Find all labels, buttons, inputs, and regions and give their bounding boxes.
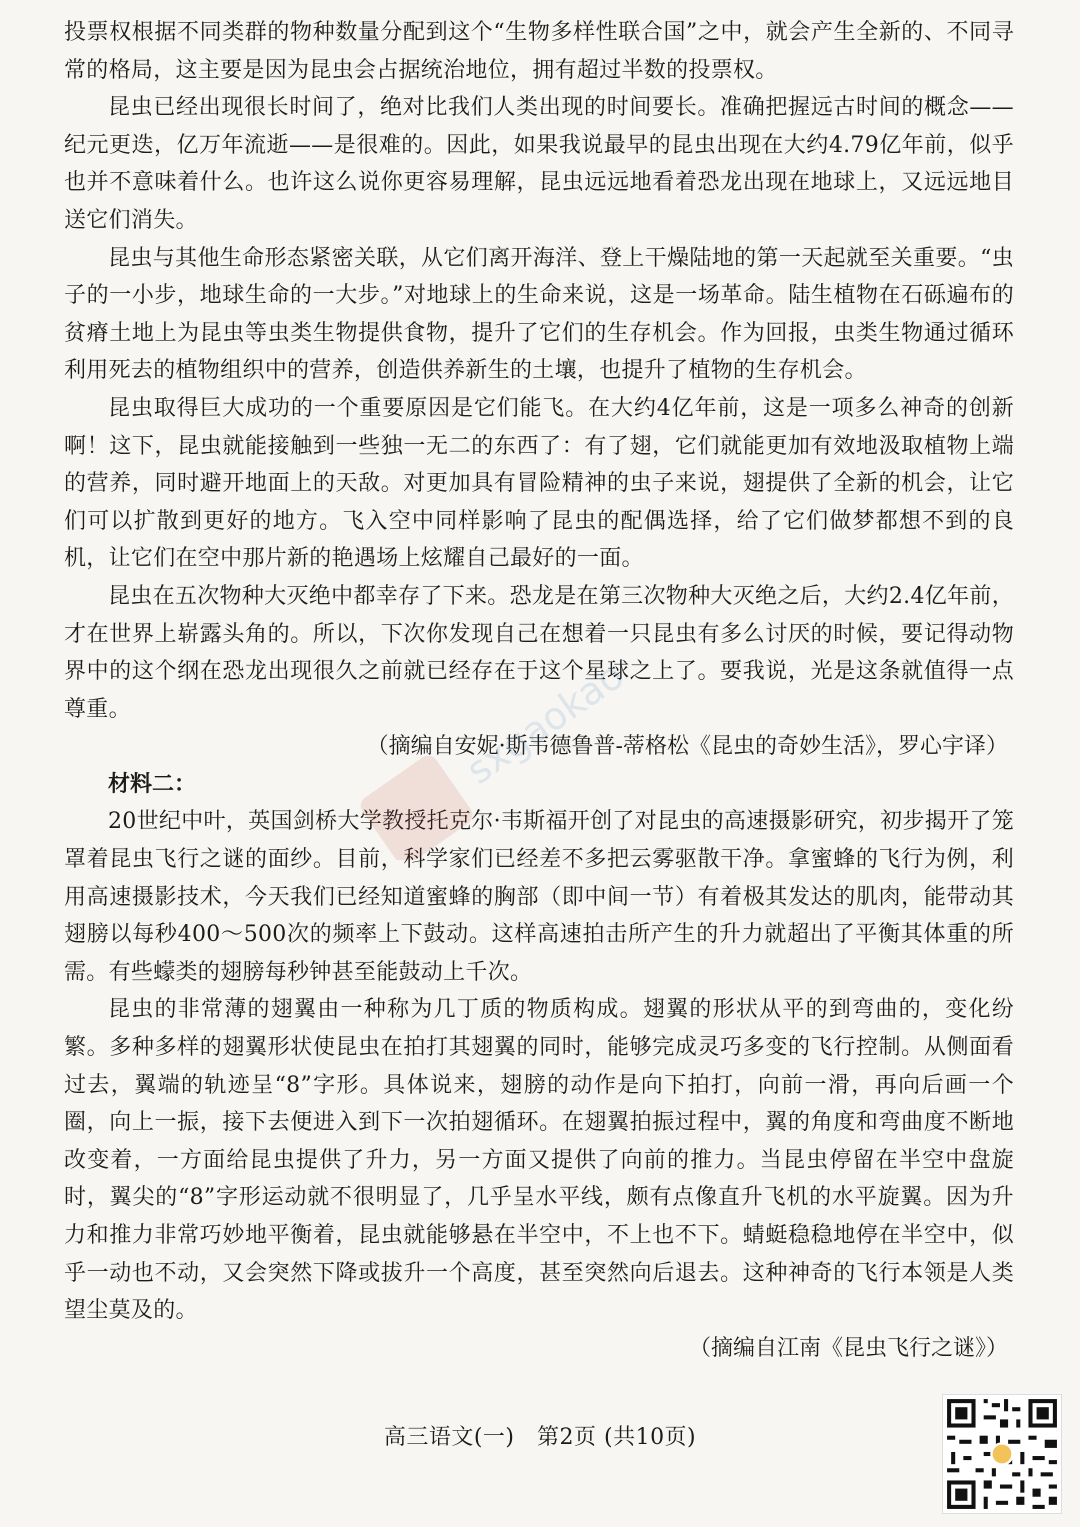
source-citation-1: （摘编自安妮·斯韦德鲁普-蒂格松《昆虫的奇妙生活》，罗心宇译） xyxy=(366,734,1008,760)
paragraph-2: 昆虫已经出现很长时间了，绝对比我们人类出现的时间要长。准确把握远古时间的概念——纪元更迭，亿万年流逝——是很难的。因此，如果我说最早的昆虫出现在大约4.79亿年前，似乎也并不意味着什么。也许这么说你更容易理解，昆虫远远地看着恐龙出现在地球上，又远远地目送它们消失。 xyxy=(64,95,1014,233)
page-footer: 高三语文(一) 第2页 (共10页) xyxy=(383,1425,697,1450)
paragraph-4: 昆虫取得巨大成功的一个重要原因是它们能飞。在大约4亿年前，这是一项多么神奇的创新啊！这下，昆虫就能接触到一些独一无二的东西了：有了翅，它们就能更加有效地汲取植物上端的营养，同时避开地面上的天敌。对更加具有冒险精神的虫子来说，翅提供了全新的机会，让它们可以扩散到更好的地方。飞入空中同样影响了昆虫的配偶选择，给了它们做梦都想不到的良机，让它们在空中那片新的艳遇场上炫耀自己最好的一面。 xyxy=(64,395,1014,572)
svg-text:sxgaokao: sxgaokao xyxy=(458,652,632,793)
paragraph-3: 昆虫与其他生命形态紧密关联，从它们离开海洋、登上干燥陆地的第一天起就至关重要。“虫子的一小步，地球生命的一大步。”对地球上的生命来说，这是一场革命。陆生植物在石砾遍布的贫瘠土地上为昆虫等虫类生物提供食物，提升了它们的生存机会。作为回报，虫类生物通过循环利用死去的植物组织中的营养，创造供养新生的土壤，也提升了植物的生存机会。 xyxy=(64,245,1014,384)
paragraph-1: 投票权根据不同类群的物种数量分配到这个“生物多样性联合国”之中，就会产生全新的、不同寻常的格局，这主要是因为昆虫会占据统治地位，拥有超过半数的投票权。 xyxy=(64,20,1014,83)
paragraph-7: 昆虫的非常薄的翅翼由一种称为几丁质的物质构成。翅翼的形状从平的到弯曲的，变化纷繁。多种多样的翅翼形状使昆虫在拍打其翅翼的同时，能够完成灵巧多变的飞行控制。从侧面看过去，翼端的轨迹呈“8”字形。具体说来，翅膀的动作是向下拍打，向前一滑，再向后画一个圈，向上一振，接下去便进入到下一次拍翅循环。在翅翼拍振过程中，翼的角度和弯曲度不断地改变着，一方面给昆虫提供了升力，另一方面又提供了向前的推力。当昆虫停留在半空中盘旋时，翼尖的“8”字形运动就不很明显了，几乎呈水平线，颇有点像直升飞机的水平旋翼。因为升力和推力非常巧妙地平衡着，昆虫就能够悬在半空中，不上也不下。蜻蜓稳稳地停在半空中，似乎一动也不动，又会突然下降或拔升一个高度，甚至突然向后退去。这种神奇的飞行本领是人类望尘莫及的。 xyxy=(64,997,1014,1324)
qr-code-icon xyxy=(942,1394,1062,1514)
material-two-heading: 材料二： xyxy=(108,770,197,797)
paragraph-5: 昆虫在五次物种大灭绝中都幸存了下来。恐龙是在第三次物种大灭绝之后，大约2.4亿年前，才在世界上崭露头角的。所以，下次你发现自己在想着一只昆虫有多么讨厌的时候，要记得动物界中的这个纲在恐龙出现很久之前就已经存在于这个星球之上了。要我说，光是这条就值得一点尊重。 xyxy=(64,583,1014,722)
source-citation-2: （摘编自江南《昆虫飞行之谜》） xyxy=(688,1335,1008,1361)
document-page xyxy=(64,14,1014,1367)
paragraph-6: 20世纪中叶，英国剑桥大学教授托克尔·韦斯福开创了对昆虫的高速摄影研究，初步揭开了笼罩着昆虫飞行之谜的面纱。目前，科学家们已经差不多把云雾驱散干净。拿蜜蜂的飞行为例，利用高速摄影技术，今天我们已经知道蜜蜂的胸部（即中间一节）有着极其发达的肌肉，能带动其翅膀以每秒400～500次的频率上下鼓动。这样高速拍击所产生的升力就超出了平衡其体重的所需。有些蠓类的翅膀每秒钟甚至能鼓动上千次。 xyxy=(64,809,1014,985)
